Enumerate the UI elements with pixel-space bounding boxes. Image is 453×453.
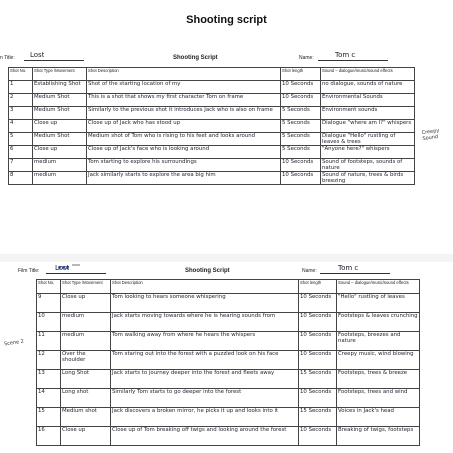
col-header-shot-type: Shot Type /Movement: [33, 68, 87, 81]
table-row: [9, 107, 415, 120]
image-separator-bar: [0, 254, 453, 262]
shot-description: Tom starting to explore his surroundings: [87, 159, 281, 172]
shot-number: 14: [37, 389, 61, 408]
table-row: [9, 159, 415, 172]
shot-description: Close up of Jack who has stood up: [87, 120, 281, 133]
col-header-shot-type: Shot Type /Movement: [61, 280, 111, 294]
shot-description: Medium shot of Tom who is rising to his feet and looks around: [87, 133, 281, 146]
shot-sound: Footsteps, trees & breeze: [337, 370, 420, 389]
sheet-heading: Shooting Script: [185, 268, 230, 274]
shot-number: 13: [37, 370, 61, 389]
table-row: [9, 81, 415, 94]
sheet-heading: Shooting Script: [173, 55, 218, 61]
margin-note: Scene 2: [3, 338, 25, 348]
shot-length: 5 Seconds: [281, 120, 321, 133]
shot-length: 5 Seconds: [281, 107, 321, 120]
shot-type: Close up: [33, 146, 87, 159]
shot-type: Over the shoulder: [61, 351, 111, 370]
shot-sound: Sound of footsteps, sounds of nature: [321, 159, 415, 172]
col-header-description: Shot Description: [87, 68, 281, 81]
shot-number: 3: [9, 107, 33, 120]
shot-number: 11: [37, 332, 61, 351]
shot-sound: Sound of nature, trees & birds breezing: [321, 172, 415, 185]
shot-length: 10 Seconds: [299, 332, 337, 351]
shot-length: 10 Seconds: [281, 94, 321, 107]
shot-sound: Environment sounds: [321, 107, 415, 120]
shot-length: 5 Seconds: [281, 133, 321, 146]
shot-length: 10 Seconds: [299, 351, 337, 370]
name-label: Name:: [302, 268, 317, 274]
shot-description: Close up of Tom breaking off twigs and looking around the forest: [111, 427, 299, 446]
col-header-length: Shot length: [299, 280, 337, 294]
film-title-underline: [46, 273, 106, 274]
shot-description: Tom staring out into the forest with a puzzled look on his face: [111, 351, 299, 370]
shot-description: This is a shot that shows my first character Tom on frame: [87, 94, 281, 107]
table-row: [37, 332, 420, 351]
shot-number: 6: [9, 146, 33, 159]
margin-note: Creepy Sound: [421, 127, 440, 143]
shot-length: 10 Seconds: [299, 389, 337, 408]
shot-sound: Creepy music, wind blowing: [337, 351, 420, 370]
table-row: [37, 313, 420, 332]
shot-length: 10 Seconds: [281, 172, 321, 185]
table-row: [9, 172, 415, 185]
shot-sound: "Anyone here?" whispers: [321, 146, 415, 159]
shot-number: 16: [37, 427, 61, 446]
name-value: Tom c: [338, 265, 359, 271]
film-title-underline: [24, 60, 84, 61]
film-title-label: Film Title:: [18, 268, 40, 274]
table-row: [37, 351, 420, 370]
shot-length: 15 Seconds: [299, 370, 337, 389]
shot-sound: Dialogue "where am I?" whispers: [321, 120, 415, 133]
shot-description: Similarly to the previous shot it introduces Jack who is also on frame: [87, 107, 281, 120]
table-header-row: [9, 68, 415, 81]
table-row: [9, 146, 415, 159]
shot-number: 7: [9, 159, 33, 172]
shot-number: 2: [9, 94, 33, 107]
shot-number: 4: [9, 120, 33, 133]
shot-sound: Footsteps, breezes and nature: [337, 332, 420, 351]
shot-sound: "Hello" rustling of leaves: [337, 294, 420, 313]
shot-sound: Environmental Sounds: [321, 94, 415, 107]
shot-description: Shot of the starting location of my: [87, 81, 281, 94]
name-value: Tom c: [335, 52, 356, 58]
shot-sound: no dialogue, sounds of nature: [321, 81, 415, 94]
shot-description: Jack starts moving towards where he is hearing sounds from: [111, 313, 299, 332]
table-row: [9, 94, 415, 107]
shot-number: 12: [37, 351, 61, 370]
shot-description: Tom walking away from where he hears the whispers: [111, 332, 299, 351]
table-row: [9, 120, 415, 133]
shooting-script-table: [36, 279, 420, 446]
shot-length: 10 Seconds: [281, 159, 321, 172]
col-header-length: Shot length: [281, 68, 321, 81]
shot-length: 10 Seconds: [299, 294, 337, 313]
col-header-sound: Sound – dialogue/music/sound effects: [337, 280, 420, 294]
table-header-row: [37, 280, 420, 294]
name-underline: [320, 273, 390, 274]
shot-sound: Dialogue "Hello" rustling of leaves & trees: [321, 133, 415, 146]
col-header-shot-no: Shot No.: [37, 280, 61, 294]
shot-length: 10 Seconds: [299, 313, 337, 332]
shot-sound: Footsteps & leaves crunching: [337, 313, 420, 332]
film-title-value: Lost: [55, 265, 70, 271]
shot-number: 1: [9, 81, 33, 94]
shot-type: Close up: [33, 120, 87, 133]
shot-type: medium: [33, 172, 87, 185]
shot-type: medium: [61, 313, 111, 332]
col-header-sound: Sound – dialogue/music/sound effects: [321, 68, 415, 81]
shot-type: Medium shot: [61, 408, 111, 427]
table-row: [37, 370, 420, 389]
shot-sound: Breaking of twigs, footsteps: [337, 427, 420, 446]
shot-type: Medium Shot: [33, 107, 87, 120]
shot-number: 5: [9, 133, 33, 146]
shot-length: 5 Seconds: [281, 146, 321, 159]
shot-description: Jack similarly starts to explore the area big him: [87, 172, 281, 185]
shot-description: Similarly Tom starts to go deeper into the forest: [111, 389, 299, 408]
shot-length: 10 Seconds: [299, 427, 337, 446]
col-header-shot-no: Shot No.: [9, 68, 33, 81]
film-title-label: n Title:: [0, 55, 15, 61]
shot-type: medium: [61, 332, 111, 351]
shot-number: 9: [37, 294, 61, 313]
page-title: Shooting script: [186, 14, 267, 26]
shot-number: 8: [9, 172, 33, 185]
shot-description: Jack starts to journey deeper into the forest and fleets away: [111, 370, 299, 389]
film-title-value: Lost: [30, 52, 45, 58]
shot-description: Jack discovers a broken mirror, he picks it up and looks into it: [111, 408, 299, 427]
shot-length: 10 Seconds: [281, 81, 321, 94]
shot-type: Medium Shot: [33, 133, 87, 146]
table-row: [37, 294, 420, 313]
shot-number: 10: [37, 313, 61, 332]
shot-type: Establishing Shot: [33, 81, 87, 94]
shot-description: Tom looking to hears someone whispering: [111, 294, 299, 313]
shot-description: Close up of Jack's face who is looking around: [87, 146, 281, 159]
name-underline: [318, 60, 388, 61]
shot-sound: Voices in Jack's head: [337, 408, 420, 427]
shot-type: Close up: [61, 427, 111, 446]
table-row: [9, 133, 415, 146]
shooting-script-table: [8, 67, 415, 185]
shot-number: 15: [37, 408, 61, 427]
shot-type: Long Shot: [61, 370, 111, 389]
shot-length: 15 Seconds: [299, 408, 337, 427]
name-label: Name:: [299, 55, 314, 61]
table-row: [37, 408, 420, 427]
shot-sound: Footsteps, trees and wind: [337, 389, 420, 408]
shot-type: Close up: [61, 294, 111, 313]
shot-type: medium: [33, 159, 87, 172]
col-header-description: Shot Description: [111, 280, 299, 294]
table-row: [37, 427, 420, 446]
toolbar-dots-icon: [58, 256, 88, 260]
shot-type: Medium Shot: [33, 94, 87, 107]
shot-type: Long shot: [61, 389, 111, 408]
table-row: [37, 389, 420, 408]
